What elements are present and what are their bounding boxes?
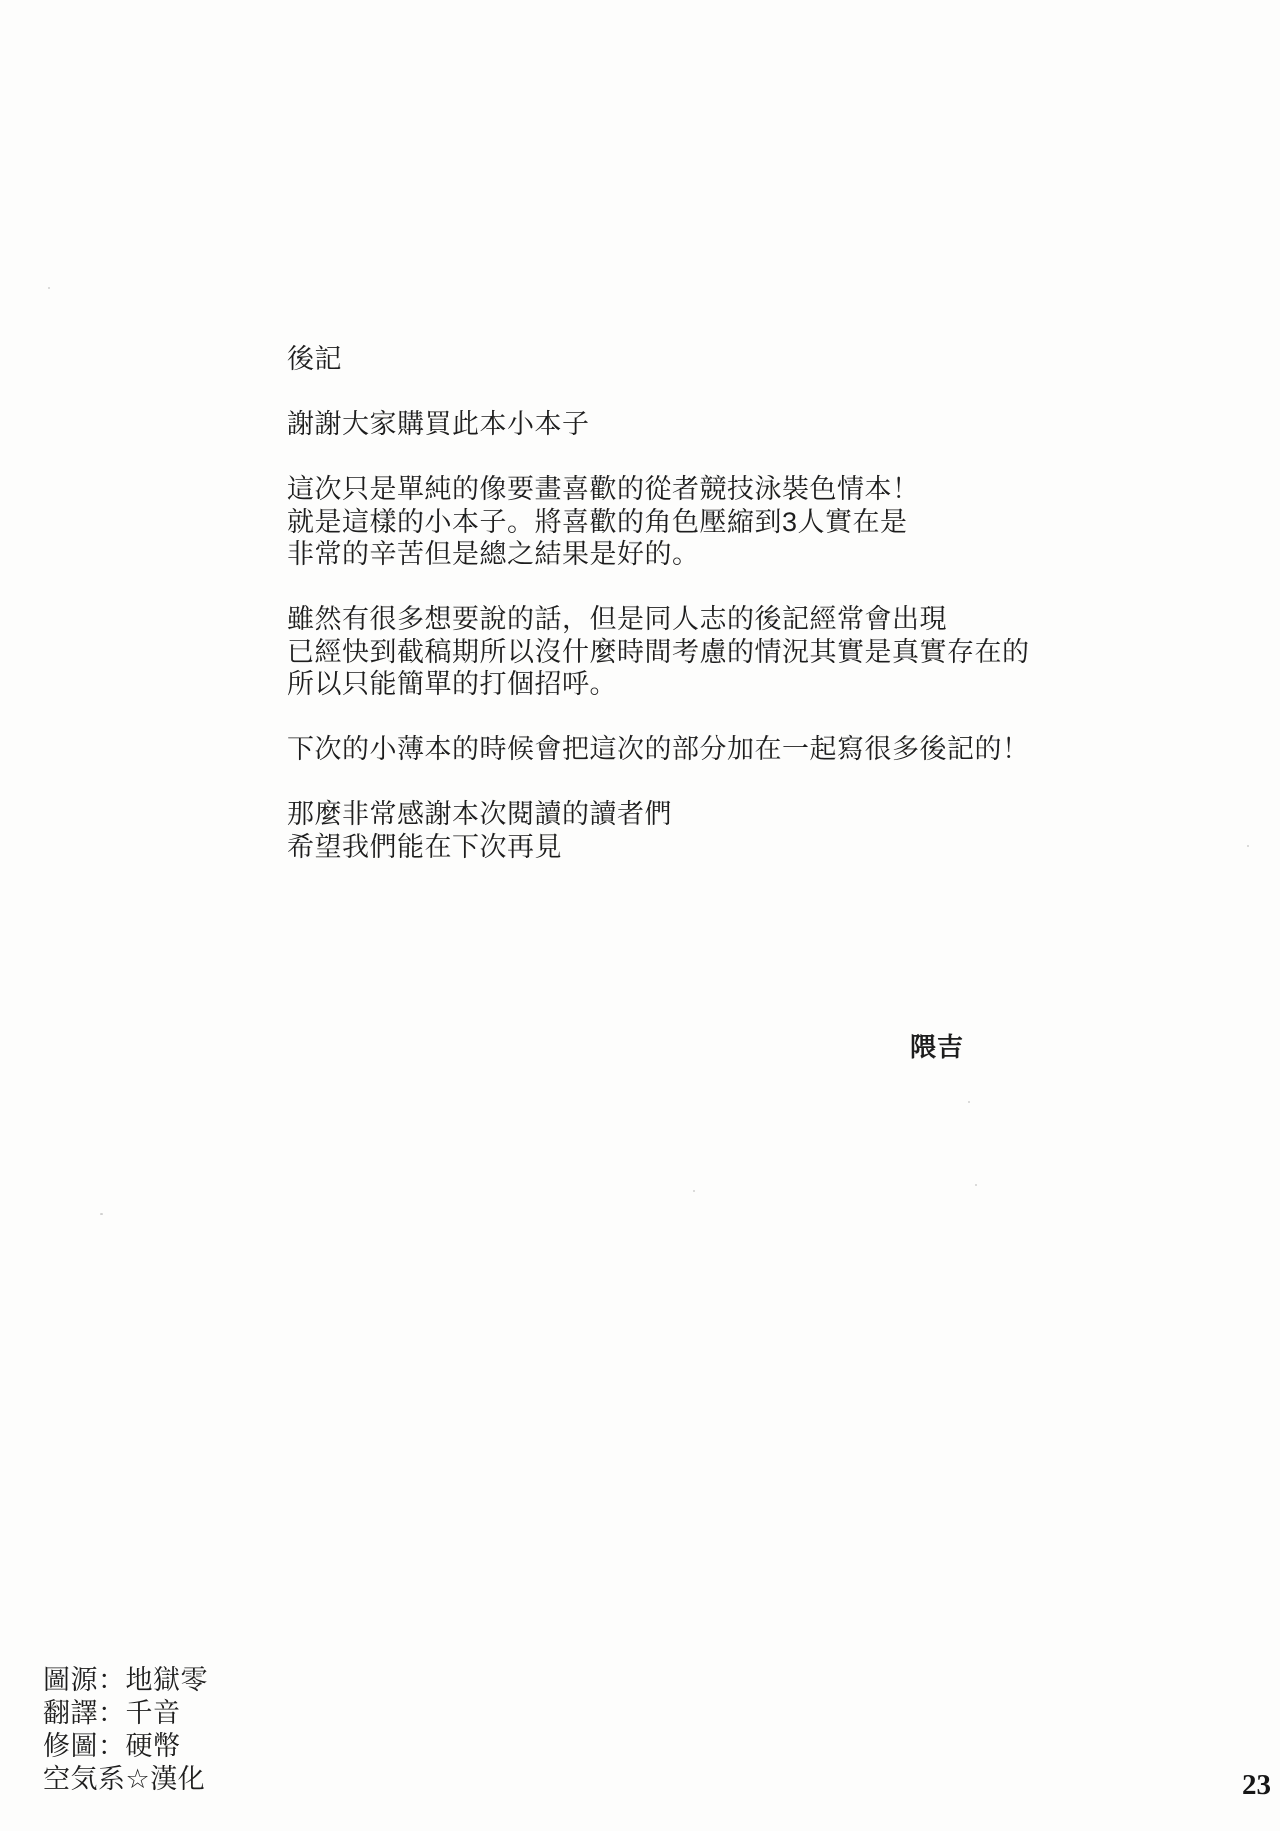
scan-speck	[968, 1101, 970, 1103]
afterword-line: 希望我們能在下次再見	[287, 831, 562, 862]
afterword-blank	[287, 376, 1030, 409]
afterword-line: 下次的小薄本的時候會把這次的部分加在一起寫很多後記的！	[287, 734, 1030, 764]
scan-speck	[975, 1184, 977, 1186]
credit-group-name: 空気系☆漢化	[43, 1764, 206, 1794]
afterword-blank	[287, 571, 1030, 604]
page-number: 23	[1242, 1769, 1271, 1801]
afterword-title: 後記	[287, 344, 342, 374]
translation-credits	[43, 1664, 208, 1796]
scan-speck	[1247, 845, 1249, 847]
afterword-line: 這次只是單純的像要畫喜歡的從者競技泳裝色情本！	[287, 474, 920, 504]
credit-translator: 翻譯：千音	[43, 1698, 181, 1728]
afterword-line: 謝謝大家購買此本小本子	[287, 409, 590, 439]
scan-speck	[100, 1213, 103, 1215]
afterword-line: 非常的辛苦但是總之結果是好的。	[287, 539, 700, 569]
afterword-line: 雖然有很多想要說的話，但是同人志的後記經常會出現	[287, 604, 947, 634]
scan-speck	[48, 287, 50, 289]
afterword-blank	[287, 441, 1030, 474]
afterword-blank	[287, 766, 1030, 799]
author-signature: 隈吉	[910, 1032, 965, 1062]
afterword-line: 已經快到截稿期所以沒什麼時間考慮的情況其實是真實存在的	[287, 636, 1030, 667]
afterword-line: 那麼非常感謝本次閱讀的讀者們	[287, 799, 672, 829]
afterword-line: 所以只能簡單的打個招呼。	[287, 669, 617, 699]
afterword-text-block	[287, 343, 1030, 863]
scan-speck	[693, 1190, 695, 1192]
credit-editor: 修圖：硬幣	[43, 1731, 181, 1761]
afterword-line: 就是這樣的小本子。將喜歡的角色壓縮到3人實在是	[287, 506, 908, 537]
credit-image-source: 圖源：地獄零	[43, 1665, 208, 1695]
afterword-blank	[287, 701, 1030, 734]
